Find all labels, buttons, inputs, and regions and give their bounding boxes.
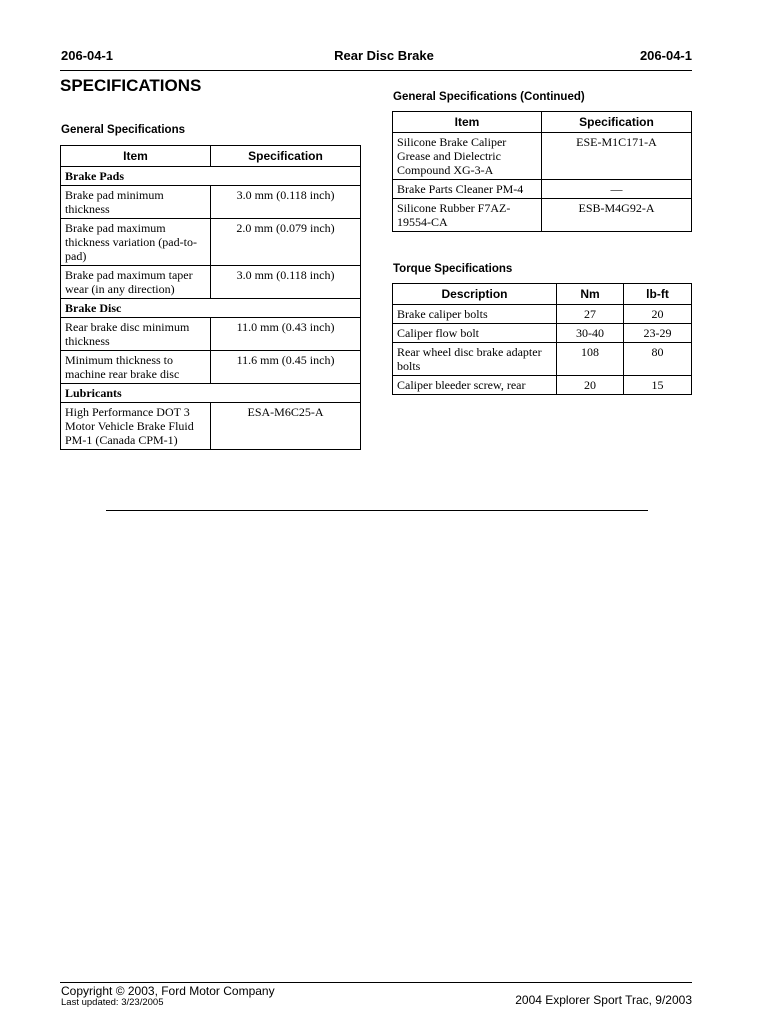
- group-row: [61, 384, 361, 403]
- column-header-nm: Nm: [557, 284, 624, 305]
- item-cell: Silicone Brake Caliper Grease and Dielectric Compound XG-3-A: [393, 133, 542, 180]
- header-divider: [60, 70, 692, 71]
- table-row: [393, 343, 692, 376]
- column-header-item: Item: [393, 112, 542, 133]
- column-header-item: Item: [61, 146, 211, 167]
- spec-cell: 11.0 mm (0.43 inch): [211, 318, 361, 351]
- table-row: [61, 403, 361, 450]
- header-section-number-right: 206-04-1: [639, 48, 692, 63]
- nm-cell: 20: [557, 376, 624, 395]
- table-row: [393, 376, 692, 395]
- group-label: Lubricants: [61, 384, 361, 403]
- description-cell: Caliper bleeder screw, rear: [393, 376, 557, 395]
- torque-specifications-heading: Torque Specifications: [393, 263, 513, 275]
- description-cell: Caliper flow bolt: [393, 324, 557, 343]
- spec-cell: 11.6 mm (0.45 inch): [211, 351, 361, 384]
- item-cell: Brake pad maximum taper wear (in any direction): [61, 266, 211, 299]
- column-header-lbft: lb-ft: [624, 284, 692, 305]
- lbft-cell: 23-29: [624, 324, 692, 343]
- column-header-specification: Specification: [211, 146, 361, 167]
- nm-cell: 30-40: [557, 324, 624, 343]
- table-row: [61, 318, 361, 351]
- table-row: [393, 180, 692, 199]
- lbft-cell: 80: [624, 343, 692, 376]
- spec-cell: ESB-M4G92-A: [542, 199, 692, 232]
- spec-cell: ESE-M1C171-A: [542, 133, 692, 180]
- item-cell: Minimum thickness to machine rear brake disc: [61, 351, 211, 384]
- table-row: [61, 186, 361, 219]
- general-specifications-continued-heading: General Specifications (Continued): [393, 91, 585, 103]
- item-cell: High Performance DOT 3 Motor Vehicle Brake Fluid PM-1 (Canada CPM-1): [61, 403, 211, 450]
- spec-cell: 3.0 mm (0.118 inch): [211, 186, 361, 219]
- item-cell: Brake Parts Cleaner PM-4: [393, 180, 542, 199]
- nm-cell: 108: [557, 343, 624, 376]
- item-cell: Brake pad minimum thickness: [61, 186, 211, 219]
- lbft-cell: 15: [624, 376, 692, 395]
- description-cell: Rear wheel disc brake adapter bolts: [393, 343, 557, 376]
- table-row: [61, 219, 361, 266]
- item-cell: Brake pad maximum thickness variation (pad-to-pad): [61, 219, 211, 266]
- item-cell: Rear brake disc minimum thickness: [61, 318, 211, 351]
- general-specifications-heading: General Specifications: [61, 124, 185, 136]
- footer-vehicle-edition: 2004 Explorer Sport Trac, 9/2003: [515, 993, 692, 1007]
- general-specifications-continued-table: [392, 111, 692, 232]
- table-row: [393, 305, 692, 324]
- group-row: [61, 167, 361, 186]
- group-label: Brake Disc: [61, 299, 361, 318]
- group-label: Brake Pads: [61, 167, 361, 186]
- header-title: Rear Disc Brake: [334, 48, 434, 63]
- footer-last-updated: Last updated: 3/23/2005: [61, 997, 164, 1008]
- spec-cell: 3.0 mm (0.118 inch): [211, 266, 361, 299]
- footer-copyright: Copyright © 2003, Ford Motor Company: [61, 984, 275, 998]
- torque-specifications-table: [392, 283, 692, 395]
- description-cell: Brake caliper bolts: [393, 305, 557, 324]
- spec-cell: ESA-M6C25-A: [211, 403, 361, 450]
- page-title: SPECIFICATIONS: [60, 76, 202, 95]
- table-row: [393, 199, 692, 232]
- column-header-description: Description: [393, 284, 557, 305]
- section-end-divider: [106, 510, 648, 511]
- table-row: [393, 133, 692, 180]
- nm-cell: 27: [557, 305, 624, 324]
- spec-cell: —: [542, 180, 692, 199]
- spec-cell: 2.0 mm (0.079 inch): [211, 219, 361, 266]
- lbft-cell: 20: [624, 305, 692, 324]
- footer-divider: [60, 982, 692, 983]
- table-row: [61, 351, 361, 384]
- column-header-specification: Specification: [542, 112, 692, 133]
- general-specifications-table: [60, 145, 361, 450]
- table-row: [393, 324, 692, 343]
- group-row: [61, 299, 361, 318]
- item-cell: Silicone Rubber F7AZ-19554-CA: [393, 199, 542, 232]
- header-section-number: 206-04-1: [61, 48, 114, 63]
- table-row: [61, 266, 361, 299]
